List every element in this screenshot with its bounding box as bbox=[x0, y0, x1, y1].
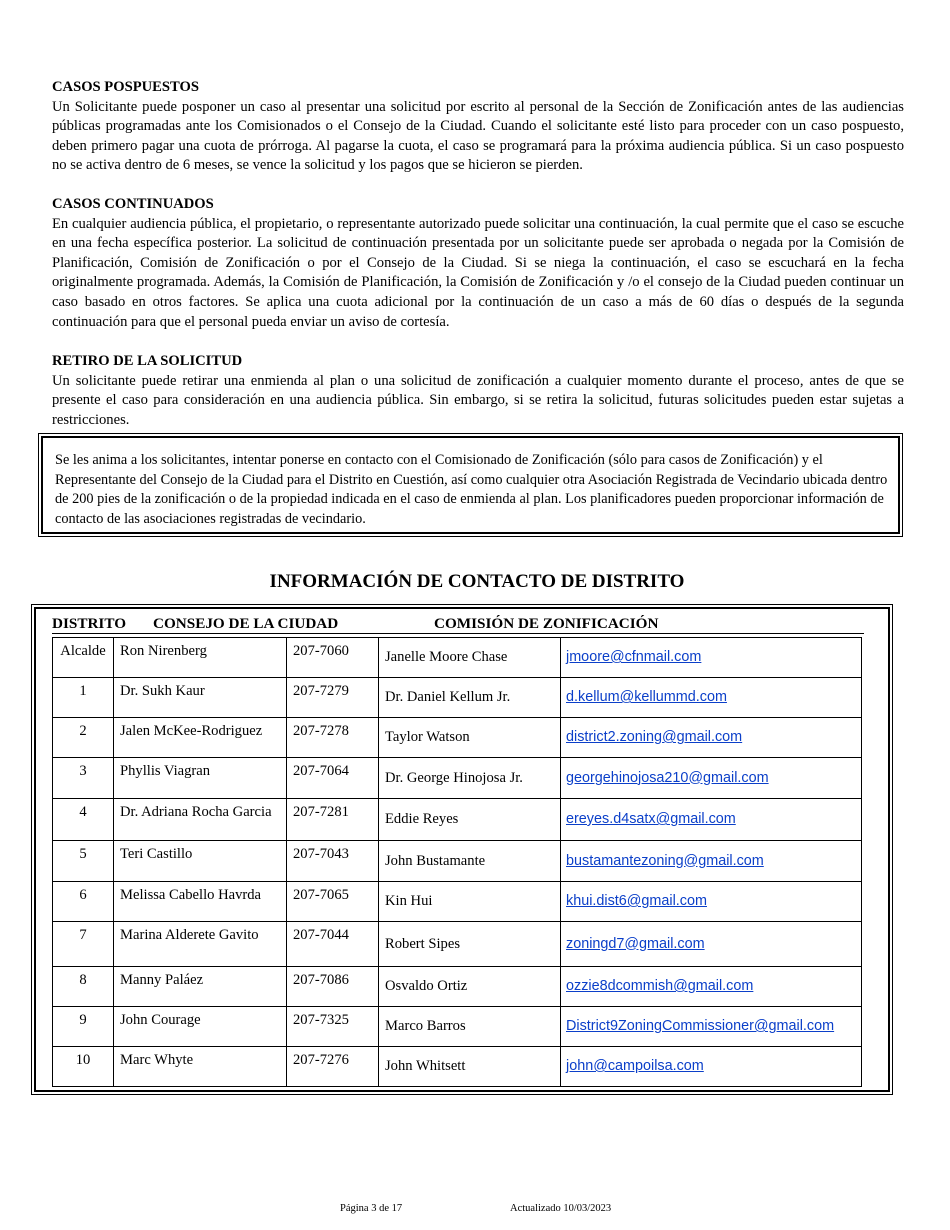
table-row bbox=[53, 967, 862, 1007]
zoning-commissioner-cell: Eddie Reyes bbox=[379, 799, 561, 841]
table-row bbox=[53, 841, 862, 882]
email-cell bbox=[561, 799, 862, 841]
phone-cell: 207-7278 bbox=[287, 718, 379, 758]
section-heading: CASOS CONTINUADOS bbox=[52, 196, 214, 212]
header-zoning: COMISIÓN DE ZONIFICACIÓN bbox=[434, 615, 659, 632]
table-row bbox=[53, 799, 862, 841]
email-link[interactable]: ozzie8dcommish@gmail.com bbox=[566, 978, 754, 994]
section-postponed-cases bbox=[52, 78, 904, 176]
section-body: Un solicitante puede retirar una enmienda al plan o una solicitud de zonificación a cualquier momento durante el proceso, antes de que se presente el caso para consideración en una audiencia pública. Sin embargo, si se retira la solicitud, futuras solicitudes pueden estar sujetas a restricciones. bbox=[52, 372, 904, 428]
district-cell: 8 bbox=[53, 967, 114, 1007]
phone-cell: 207-7281 bbox=[287, 799, 379, 841]
council-member-cell: Ron Nirenberg bbox=[114, 638, 287, 678]
zoning-commissioner-cell: Taylor Watson bbox=[379, 718, 561, 758]
council-member-cell: Marina Alderete Gavito bbox=[114, 922, 287, 967]
phone-cell: 207-7325 bbox=[287, 1007, 379, 1047]
council-member-cell: Teri Castillo bbox=[114, 841, 287, 882]
table-header bbox=[52, 615, 864, 634]
district-cell: 4 bbox=[53, 799, 114, 841]
council-member-cell: Jalen McKee-Rodriguez bbox=[114, 718, 287, 758]
zoning-commissioner-cell: Marco Barros bbox=[379, 1007, 561, 1047]
section-heading: CASOS POSPUESTOS bbox=[52, 79, 199, 95]
updated-date: Actualizado 10/03/2023 bbox=[510, 1203, 612, 1214]
zoning-commissioner-cell: Dr. George Hinojosa Jr. bbox=[379, 758, 561, 799]
phone-cell: 207-7276 bbox=[287, 1047, 379, 1087]
zoning-commissioner-cell: Robert Sipes bbox=[379, 922, 561, 967]
notice-box bbox=[38, 433, 903, 537]
district-cell: Alcalde bbox=[53, 638, 114, 678]
zoning-commissioner-cell: Osvaldo Ortiz bbox=[379, 967, 561, 1007]
table-row bbox=[53, 758, 862, 799]
email-link[interactable]: john@campoilsa.com bbox=[566, 1058, 704, 1074]
zoning-commissioner-cell: Dr. Daniel Kellum Jr. bbox=[379, 678, 561, 718]
council-member-cell: Dr. Adriana Rocha Garcia bbox=[114, 799, 287, 841]
phone-cell: 207-7279 bbox=[287, 678, 379, 718]
email-cell bbox=[561, 678, 862, 718]
table-row bbox=[53, 638, 862, 678]
phone-cell: 207-7064 bbox=[287, 758, 379, 799]
district-cell: 6 bbox=[53, 882, 114, 922]
email-link[interactable]: georgehinojosa210@gmail.com bbox=[566, 769, 769, 786]
section-body: En cualquier audiencia pública, el propietario, o representante autorizado puede solicitar una continuación, la cual permite que el caso se escuche en una fecha específica posterior. La solicitud de continuación presentada por un solicitante puede ser aprobada o negada por la Comisión de Planificación, Comisión de Zonificación o por el Consejo de la Ciudad. Si se niega la continuación, el caso se escuchará en la fecha originalmente programada. Además, la Comisión de Planificación, la Comisión de Zonificación y /o el consejo de la Ciudad pueden continuar un caso basado en otros factores. Se aplica una cuota adicional por la continuación de un caso a más de 60 días o después de la segunda continuación para que el personal pueda enviar un aviso de cortesía. bbox=[52, 215, 904, 330]
table-row bbox=[53, 1047, 862, 1087]
section-withdrawal bbox=[52, 352, 904, 430]
zoning-commissioner-cell: John Whitsett bbox=[379, 1047, 561, 1087]
district-cell: 5 bbox=[53, 841, 114, 882]
table-row bbox=[53, 718, 862, 758]
section-continued-cases bbox=[52, 195, 904, 332]
council-member-cell: Marc Whyte bbox=[114, 1047, 287, 1087]
email-cell bbox=[561, 922, 862, 967]
email-cell bbox=[561, 1047, 862, 1087]
phone-cell: 207-7086 bbox=[287, 967, 379, 1007]
contact-title: INFORMACIÓN DE CONTACTO DE DISTRITO bbox=[269, 571, 685, 592]
district-cell: 7 bbox=[53, 922, 114, 967]
council-member-cell: John Courage bbox=[114, 1007, 287, 1047]
district-cell: 1 bbox=[53, 678, 114, 718]
header-council: CONSEJO DE LA CIUDAD bbox=[153, 615, 339, 632]
zoning-commissioner-cell: Janelle Moore Chase bbox=[379, 638, 561, 678]
phone-cell: 207-7043 bbox=[287, 841, 379, 882]
email-cell bbox=[561, 758, 862, 799]
email-link[interactable]: bustamantezoning@gmail.com bbox=[566, 852, 764, 869]
email-cell bbox=[561, 718, 862, 758]
email-link[interactable]: ereyes.d4satx@gmail.com bbox=[566, 811, 736, 827]
district-cell: 10 bbox=[53, 1047, 114, 1087]
phone-cell: 207-7065 bbox=[287, 882, 379, 922]
email-link[interactable]: district2.zoning@gmail.com bbox=[566, 729, 743, 745]
email-cell bbox=[561, 841, 862, 882]
table-row bbox=[53, 678, 862, 718]
council-member-cell: Melissa Cabello Havrda bbox=[114, 882, 287, 922]
contact-table bbox=[52, 637, 862, 1087]
district-cell: 3 bbox=[53, 758, 114, 799]
council-member-cell: Phyllis Viagran bbox=[114, 758, 287, 799]
council-member-cell: Manny Paláez bbox=[114, 967, 287, 1007]
email-link[interactable]: d.kellum@kellummd.com bbox=[566, 689, 727, 705]
district-cell: 2 bbox=[53, 718, 114, 758]
email-cell bbox=[561, 882, 862, 922]
zoning-commissioner-cell: Kin Hui bbox=[379, 882, 561, 922]
phone-cell: 207-7044 bbox=[287, 922, 379, 967]
section-heading: RETIRO DE LA SOLICITUD bbox=[52, 353, 243, 369]
table-row bbox=[53, 882, 862, 922]
email-link[interactable]: District9ZoningCommissioner@gmail.com bbox=[566, 1018, 835, 1034]
zoning-commissioner-cell: John Bustamante bbox=[379, 841, 561, 882]
phone-cell: 207-7060 bbox=[287, 638, 379, 678]
email-cell bbox=[561, 638, 862, 678]
header-district: DISTRITO bbox=[52, 615, 127, 632]
notice-text: Se les anima a los solicitantes, intentar ponerse en contacto con el Comisionado de Zonificación (sólo para casos de Zonificación) y el Representante del Consejo de la Ciudad para el Distrito en Cuestión, así como cualquier otra Asociación Registrada de Vecindario ubicada dentro de 200 pies de la zonificación o de la propiedad indicada en el caso de enmienda al plan. Los planificadores pueden proporcionar información de contacto de las asociaciones registradas de vecindario. bbox=[41, 436, 900, 534]
email-link[interactable]: jmoore@cfnmail.com bbox=[566, 649, 702, 665]
table-row bbox=[53, 1007, 862, 1047]
email-link[interactable]: khui.dist6@gmail.com bbox=[566, 893, 707, 909]
email-link[interactable]: zoningd7@gmail.com bbox=[566, 935, 705, 952]
district-cell: 9 bbox=[53, 1007, 114, 1047]
table-row bbox=[53, 922, 862, 967]
council-member-cell: Dr. Sukh Kaur bbox=[114, 678, 287, 718]
email-cell bbox=[561, 967, 862, 1007]
email-cell bbox=[561, 1007, 862, 1047]
page-number: Página 3 de 17 bbox=[340, 1203, 403, 1214]
section-body: Un Solicitante puede posponer un caso al presentar una solicitud por escrito al personal de la Sección de Zonificación antes de las audiencias públicas programadas ante los Comisionados o el Consejo de la Ciudad. Cuando el solicitante esté listo para proceder con un caso pospuesto, deben primero pagar una cuota de prórroga. Al pagarse la cuota, el caso se programará para la próxima audiencia pública. Si un caso pospuesto no se activa dentro de 6 meses, se vence la solicitud y los pagos que se hicieron se pierden. bbox=[52, 98, 904, 174]
